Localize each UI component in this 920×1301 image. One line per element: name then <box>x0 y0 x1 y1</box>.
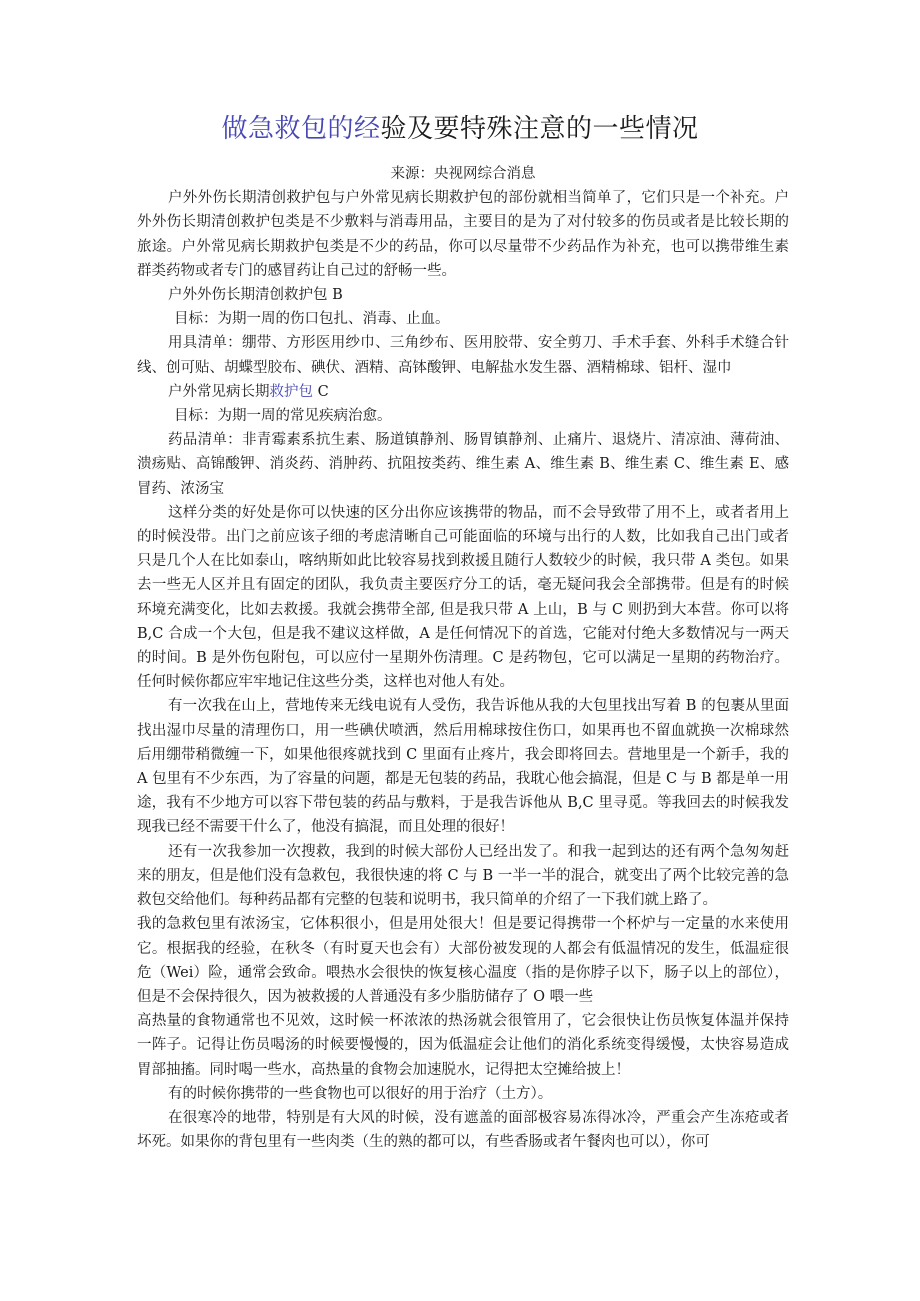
paragraph-story-1: 有一次我在山上，营地传来无线电说有人受伤，我告诉他从我的大包里找出写着 B 的包裹从里面找出湿巾尽量的清理伤口，用一些碘伏喷洒，然后用棉球按住伤口，如果再也不留血就换一次棉球然后用绷带稍微缠一下，如果他很疼就找到 C 里面有止疼片，我会即将回去。营地里是一个新手，我的 A 包里有不少东西，为了容量的问题，都是无包装的药品，我耽心他会搞混，但是 C 与 B 都是单一用途，我有不少地方可以容下带包装的药品与敷料，于是我告诉他从 B,C 里寻觅。等我回去的时候我发现我已经不需要干什么了，他没有搞混，而且处理的很好！ <box>137 698 789 836</box>
paragraph-soup-1: 我的急救包里有浓汤宝，它体积很小，但是用处很大！但是要记得携带一个杯炉与一定量的水来使用它。根据我的经验，在秋冬（有时夏天也会有）大部份被发现的人都会有低温情况的发生，低温症很危（Wei）险，通常会致命。喂热水会很快的恢复核心温度（指的是你脖子以下，肠子以上的部位），但是不会保持很久，因为被救援的人普通没有多少脂肪储存了 O 喂一些 <box>137 916 789 1005</box>
page-title <box>0 109 920 149</box>
paragraph-soup-2: 高热量的食物通常也不见效，这时候一杯浓浓的热汤就会很管用了，它会很快让伤员恢复体温并保持一阵子。记得让伤员喝汤的时候要慢慢的，因为低温症会让他们的消化系统变得缓慢，太快容易造成胃部抽搐。同时喝一些水，高热量的食物会加速脱水，记得把太空摊给披上！ <box>137 1013 789 1078</box>
article-body <box>137 162 789 1154</box>
paragraph-intro: 户外外伤长期清创救护包与户外常见病长期救护包的部份就相当简单了，它们只是一个补充。户外外伤长期清创救护包类是不少敷料与消毒用品，主要目的是为了对付较多的伤员或者是比较长期的旅途。户外常见病长期救护包类是不少的药品，你可以尽量带不少药品作为补充，也可以携带维生素群类药物或者专门的感冒药让自己过的舒畅一些。 <box>137 190 789 279</box>
paragraph-classification: 这样分类的好处是你可以快速的区分出你应该携带的物品，而不会导致带了用不上，或者者用上的时候没带。出门之前应该子细的考虑清晰自己可能面临的环境与出行的人数，比如我自己出门或者只是几个人在比如泰山，喀纳斯如此比较容易找到救援且随行人数较少的时候，我只带 A 类包。如果去一些无人区并且有固定的团队，我负责主要医疗分工的话，毫无疑问我会全部携带。但是有的时候环境充满变化，比如去救援。我就会携带全部, 但是我只带 A 上山，B 与 C 则扔到大本营。你可以将 B,C 合成一个大包，但是我不建议这样做，A 是任何情况下的首选，它能对付绝大多数情况与一两天的时间。B 是外伤包附包，可以应付一星期外伤清理。C 是药物包，它可以满足一星期的药物治疗。任何时候你都应牢牢地记住这些分类，这样也对他人有处。 <box>137 504 789 691</box>
paragraph-food-therapy: 有的时候你携带的一些食物也可以很好的用于治疗（土方）。 <box>168 1085 553 1102</box>
section-b-heading: 户外外伤长期清创救护包 B <box>168 287 343 304</box>
section-b-list: 用具清单：绷带、方形医用纱巾、三角纱布、医用胶带、安全剪刀、手术手套、外科手术缝合针线、创可贴、胡蝶型胶布、碘伏、酒精、高钵酸钾、电解盐水发生器、酒精棉球、铝杆、湿巾 <box>137 335 789 376</box>
section-b-goal: 目标：为期一周的伤口包扎、消毒、止血。 <box>174 311 450 328</box>
section-c-heading-link[interactable]: 救护包 <box>269 383 313 400</box>
section-c-heading-suffix: C <box>313 383 329 400</box>
title-colored-part: 做急救包的经 <box>221 114 381 144</box>
section-c-list: 药品清单：非青霉素系抗生素、肠道镇静剂、肠胃镇静剂、止痛片、退烧片、清凉油、薄荷油、溃疡贴、高锦酸钾、消炎药、消肿药、抗阻按类药、维生素 A、维生素 B、维生素 C、维生素 E、感冒药、浓汤宝 <box>137 432 789 497</box>
title-plain-part: 验及要特殊注意的一些情况 <box>380 114 699 144</box>
source-line: 来源：央视网综合消息 <box>390 166 536 182</box>
paragraph-story-2: 还有一次我参加一次搜救，我到的时候大部份人已经出发了。和我一起到达的还有两个急匆匆赶来的朋友，但是他们没有急救包，我很快速的将 C 与 B 一半一半的混合，就变出了两个比较完善的急救包交给他们。每种药品都有完整的包装和说明书，我只简单的介绍了一下我们就上路了。 <box>137 843 789 909</box>
section-c-heading-prefix: 户外常见病长期 <box>168 383 270 400</box>
section-c-heading <box>137 380 789 404</box>
section-c-goal: 目标：为期一周的常见疾病治愈。 <box>174 408 392 425</box>
paragraph-cold: 在很寒冷的地带，特别是有大风的时候，没有遮盖的面部极容易冻得冰冷，严重会产生冻疮或者坏死。如果你的背包里有一些肉类（生的熟的都可以，有些香肠或者午餐肉也可以），你可 <box>137 1109 789 1151</box>
